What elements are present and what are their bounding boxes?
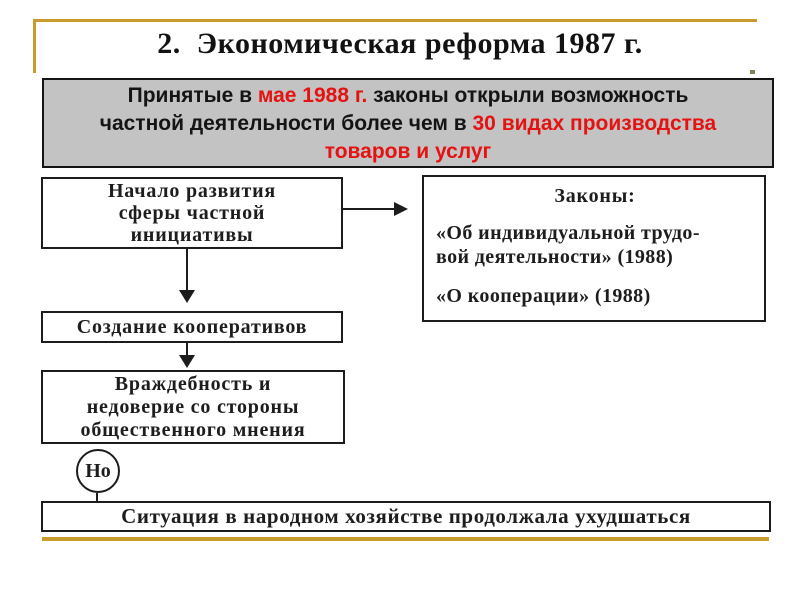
arrow-down-1-head-icon	[179, 290, 195, 303]
flow-box-laws	[422, 175, 766, 322]
arrow-right-head-icon	[394, 202, 408, 216]
accent-corner-dot	[750, 70, 755, 74]
law-item-cooperation: «О кооперации» (1988)	[436, 285, 651, 307]
accent-line-bottom	[42, 537, 769, 541]
arrow-right-line	[342, 208, 395, 210]
accent-line-top	[33, 19, 757, 22]
but-to-result-connector	[96, 493, 98, 502]
flow-box-hostility: Враждебность и недоверие со стороны общественного мнения	[41, 370, 345, 444]
arrow-down-2-head-icon	[179, 355, 195, 368]
flow-circle-but: Но	[76, 449, 120, 493]
flow-box-cooperatives: Создание кооперативов	[41, 311, 343, 343]
slide-title: 2. Экономическая реформа 1987 г.	[157, 27, 643, 60]
flow-box-private-initiative: Начало развития сферы частной инициативы	[41, 177, 343, 249]
laws-title: Законы:	[554, 185, 636, 207]
flow-box-result: Ситуация в народном хозяйстве продолжала ухудшаться	[41, 501, 771, 532]
arrow-down-1-line	[186, 249, 188, 292]
law-item-individual-labor: «Об индивидуальной трудо- вой деятельности» (1988)	[436, 222, 700, 268]
lead-text-box: Принятые в мае 1988 г. законы открыли возможность частной деятельности более чем в 30 видах производства товаров и услуг	[42, 78, 774, 168]
